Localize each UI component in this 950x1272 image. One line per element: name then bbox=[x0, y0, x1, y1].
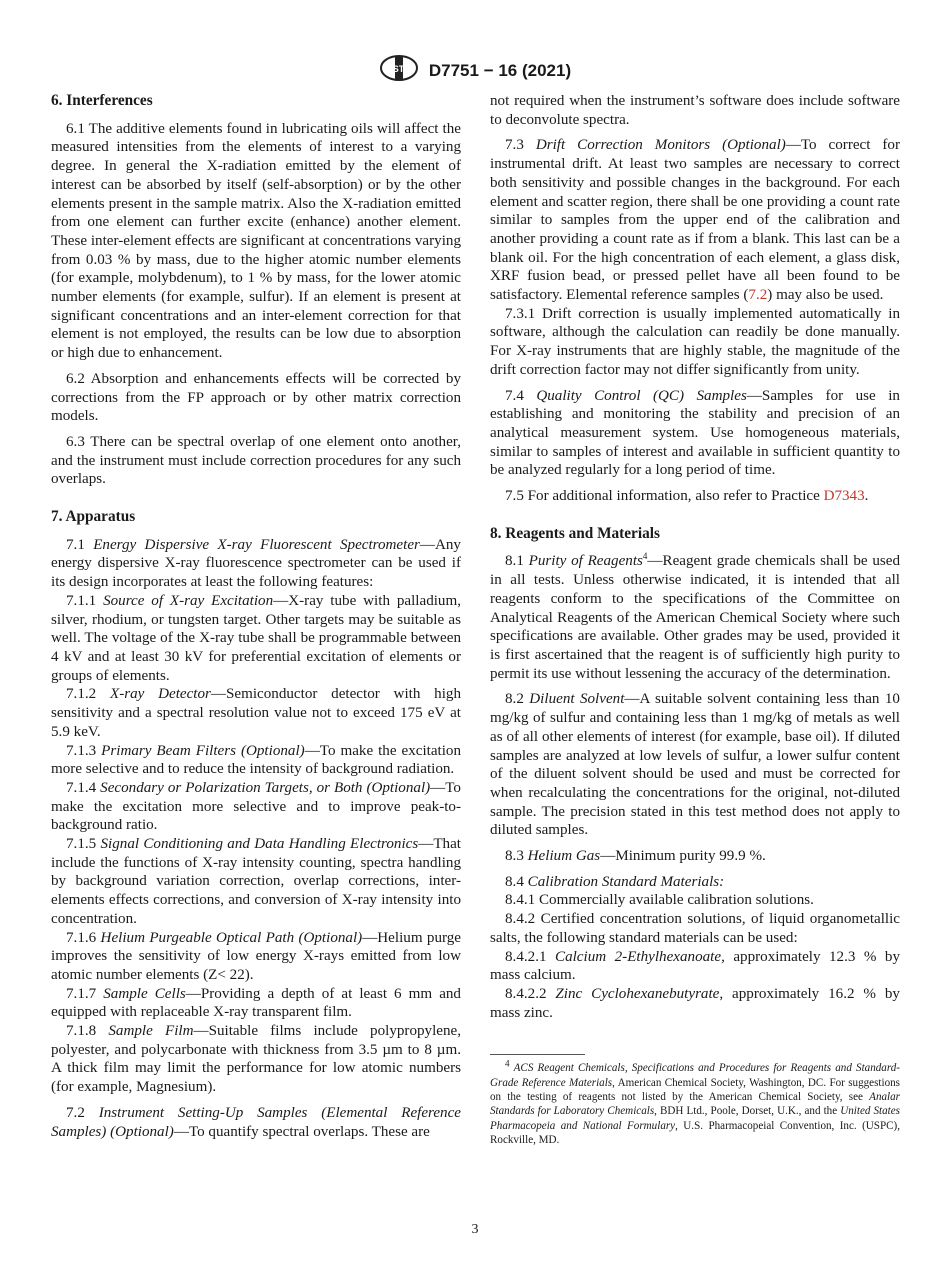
page-header bbox=[0, 54, 950, 86]
para-8-3: 8.3 Helium Gas—Minimum purity 99.9 %. bbox=[505, 848, 766, 865]
para-7-1-4: 7.1.4 Secondary or Polarization Targets, or Both (Optional)—To make the excitation more selective and to improve peak-to-background ratio. bbox=[51, 779, 461, 834]
footnote-ref: 4 bbox=[642, 551, 648, 562]
document-id: D7751 − 16 (2021) bbox=[428, 60, 572, 80]
para-7-4: 7.4 Quality Control (QC) Samples—Samples for use in establishing and monitoring the stability and precision of an analytical measurement system. Use homogeneous materials, similar to samples of interest and available in sufficient quantity to be analyzed regularly for a long period of time. bbox=[490, 387, 900, 479]
para-7-1-1: 7.1.1 Source of X-ray Excitation—X-ray tube with palladium, silver, rhodium, or tungsten target. Other targets may be suitable as well. The voltage of the X-ray tube shall be programmable between 4 kV and at least 30 kV for preferential excitation of elements or groups of elements. bbox=[51, 592, 461, 684]
left-column bbox=[51, 92, 461, 1141]
right-column bbox=[490, 92, 900, 1147]
section-6-heading: 6. Interferences bbox=[51, 92, 153, 109]
para-7-1-8: 7.1.8 Sample Film—Suitable films include polypropylene, polyester, and polycarbonate with thickness from 3.5 µm to 8 µm. A thick film may limit the performance for low atomic numbers (for example, Magnesium). bbox=[51, 1023, 462, 1096]
para-7-1-6: 7.1.6 Helium Purgeable Optical Path (Optional)—Helium purge improves the sensitivity of low energy X-rays emitted from low atomic number elements (Z< 22). bbox=[51, 929, 461, 983]
para-8-2: 8.2 Diluent Solvent—A suitable solvent containing less than 10 mg/kg of sulfur and containing less than 1 mg/kg of metals as well as of all other elements of interest (for example, base oil). If diluted samples are analyzed at low levels of sulfur, a lower sulfur content of the diluent solvent should be used and must be corrected for when recalculating the concentrations for the original, not-diluted sample. The precision stated in this test method does not apply to diluted samples. bbox=[490, 691, 900, 839]
footnote-4: $^4$ ACS Reagent Chemicals, Specifications and Procedures for Reagents and Standard-Grade Reference Materials, American Chemical Society, Washington, DC. For suggestions on the testing of reagents not listed by the American Chemical Society, see Analar Standards for Laboratory Chemicals, BDH Ltd., Poole, Dorset, U.K., and the United States Pharmacopeia and National Formulary, U.S. Pharmacopeial Convention, Inc. (USPC), Rockville, MD. bbox=[490, 1058, 901, 1146]
para-7-3-1: 7.3.1 Drift correction is usually implemented automatically in software, although the calculation can readily be done manually. For X-ray instruments that are highly stable, the magnitude of the drift correction factor may not differ significantly from unity. bbox=[490, 305, 900, 378]
para-6-3: 6.3 There can be spectral overlap of one element onto another, and the instrument must include correction procedures for any such overlaps. bbox=[51, 433, 461, 488]
ref-link-d7343[interactable]: D7343 bbox=[823, 488, 865, 505]
para-7-1-7: 7.1.7 Sample Cells—Providing a depth of at least 6 mm and equipped with replaceable X-ray transparent film. bbox=[51, 985, 461, 1021]
para-7-1: 7.1 Energy Dispersive X-ray Fluorescent Spectrometer—Any energy dispersive X-ray fluorescence spectrometer can be used if its design incorporates at least the following features: bbox=[51, 536, 461, 591]
para-7-2-continued: not required when the instrument’s software does include software to deconvolute spectra. bbox=[490, 93, 900, 128]
svg-text:ASTM: ASTM bbox=[386, 64, 412, 74]
para-7-3: 7.3 Drift Correction Monitors (Optional)—To correct for instrumental drift. At least two samples are necessary to correct both sensitivity and possible changes in the background. For each element and scatter region, there shall be one providing a count rate similar to samples from the upper end of the calibration and another providing a count rate as if from a blank. This last can be a blank oil. For the high concentration of each element, a glass disk, XRF fusion bead, or pressed pellet have all been found to be satisfactory. Elemental reference samples (7.2) may also be used. bbox=[490, 137, 900, 304]
ref-link-7-2[interactable]: 7.2 bbox=[748, 287, 768, 304]
para-7-1-5: 7.1.5 Signal Conditioning and Data Handling Electronics—That include the functions of X-ray intensity counting, spectra handling by background variation correction, overlap corrections, inter-elements effects corrections, and conversion of X-ray intensity into concentration. bbox=[51, 836, 461, 927]
para-6-2: 6.2 Absorption and enhancements effects will be corrected by corrections from the FP approach or by other matrix correction models. bbox=[51, 370, 461, 425]
para-8-4-2-1: 8.4.2.1 Calcium 2-Ethylhexanoate, approximately 12.3 % by mass calcium. bbox=[490, 948, 901, 984]
para-8-4-1: 8.4.1 Commercially available calibration solutions. bbox=[505, 892, 814, 909]
astm-logo-icon bbox=[379, 54, 419, 87]
para-6-1: 6.1 The additive elements found in lubricating oils will affect the measured intensities from the elements of interest to a varying degree. In general the X-radiation emitted by the element of interest can be absorbed by itself (self-absorption) or by the other elements present in the sample matrix. Also the X-radiation emitted from one element can further excite (enhance) another element. These inter-element effects are significant at concentrations varying from 0.03 % by mass, due to the higher atomic number elements (for example, molybdenum), to 1 % by mass, for the lower atomic number elements (for example, sulfur). If an element is present at significant concentrations and an inter-element correction for that element is not employed, the results can be low due to absorption or high due to enhancement. bbox=[51, 120, 461, 362]
para-8-4-2-2: 8.4.2.2 Zinc Cyclohexanebutyrate, approximately 16.2 % by mass zinc. bbox=[490, 985, 900, 1021]
para-7-2: 7.2 Instrument Setting-Up Samples (Elemental Reference Samples) (Optional)—To quantify spectral overlaps. These are bbox=[51, 1104, 461, 1140]
para-8-1: 8.1 Purity of Reagents$^4$—Reagent grade chemicals shall be used in all tests. Unless otherwise indicated, it is intended that all reagents conform to the specifications of the Committee on Analytical Reagents of the American Chemical Society where such specifications are available. Other grades may be used, provided it is first ascertained that the reagent is of sufficiently high purity to permit its use without lessening the accuracy of the determination. bbox=[490, 551, 900, 682]
footnote-divider bbox=[490, 1054, 585, 1055]
para-7-5: 7.5 For additional information, also refer to Practice D7343. bbox=[505, 488, 869, 505]
para-7-1-3: 7.1.3 Primary Beam Filters (Optional)—To make the excitation more selective and to reduce the intensity of background radiation. bbox=[51, 742, 462, 778]
section-7-heading: 7. Apparatus bbox=[51, 508, 136, 526]
para-8-4-2: 8.4.2 Certified concentration solutions, of liquid organometallic salts, the following standard materials can be used: bbox=[490, 911, 900, 946]
para-8-4: 8.4 Calibration Standard Materials: bbox=[505, 873, 725, 890]
section-8-heading: 8. Reagents and Materials bbox=[490, 524, 660, 542]
page-number: 3 bbox=[471, 1222, 479, 1237]
para-7-1-2: 7.1.2 X-ray Detector—Semiconductor detector with high sensitivity and a spectral resolution value not to exceed 175 eV at 5.9 keV. bbox=[51, 686, 461, 740]
